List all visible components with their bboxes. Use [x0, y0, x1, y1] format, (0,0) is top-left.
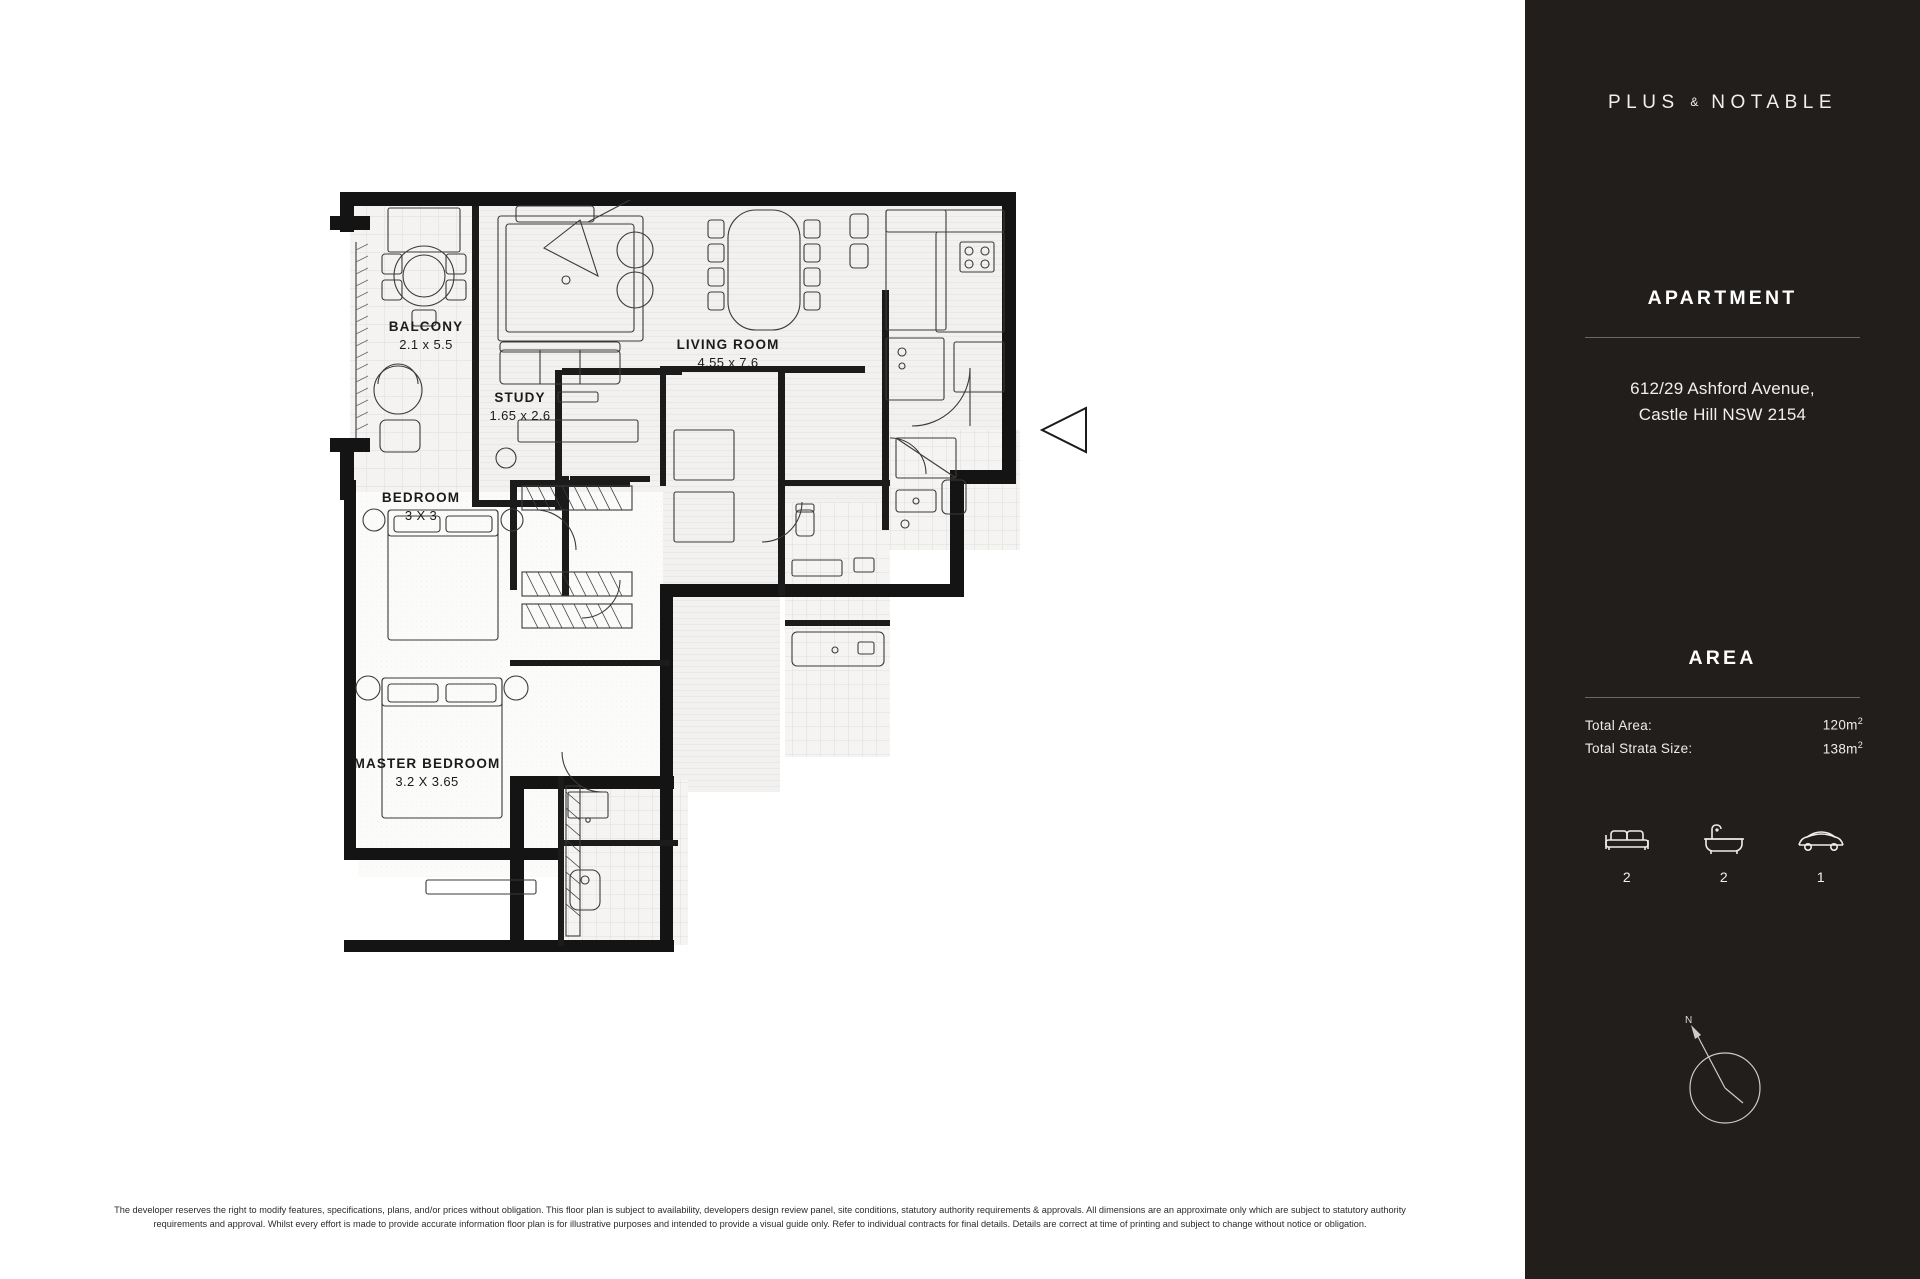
bathtub-icon	[1682, 815, 1766, 855]
total-strata-label: Total Strata Size:	[1585, 741, 1693, 756]
bed-icon	[1585, 815, 1669, 855]
feature-icons	[1585, 815, 1863, 885]
compass-rose	[1677, 1015, 1769, 1130]
car-icon	[1779, 815, 1863, 855]
brand-ampersand: &	[1690, 95, 1701, 109]
room-label-study: STUDY 1.65 x 2.6	[489, 390, 551, 424]
area-details	[1585, 716, 1863, 763]
feature-bathrooms	[1682, 815, 1766, 885]
total-strata-value: $138m^2$	[1822, 739, 1863, 756]
divider-area	[1585, 697, 1860, 698]
apartment-heading: APARTMENT	[1647, 287, 1798, 309]
feature-parking	[1779, 815, 1863, 885]
brand-name-part2: NOTABLE	[1711, 92, 1837, 113]
address-line-1: 612/29 Ashford Avenue,	[1630, 379, 1815, 398]
disclaimer-text: The developer reserves the right to modify features, specifications, plans, and/or prices without obligation. This floor plan is subject to availability, developers design review panel, site conditions, statutory authority requirements & approvals. All dimensions are an approximate only which are subject to statutory authority requirements and approval. Whilst every effort is made to provide accurate information floor plan is for illustrative purposes and intended to provide a visual guide only. Refer to individual contracts for final details. Details are correct at time of printing and subject to change without notice or obligation.	[114, 1205, 1406, 1230]
room-label-balcony: BALCONY 2.1 x 5.5	[388, 319, 464, 353]
divider-apartment	[1585, 337, 1860, 338]
total-strata-row	[1585, 740, 1863, 757]
room-label-living: LIVING ROOM 4.55 x 7.6	[676, 337, 780, 371]
total-area-label: Total Area:	[1585, 717, 1653, 733]
room-label-bedroom: BEDROOM 3 X 3	[381, 490, 461, 524]
brand-logo	[1525, 92, 1920, 114]
bathrooms-count: 2	[1719, 869, 1729, 885]
info-sidebar	[1525, 0, 1920, 1279]
feature-bedrooms	[1585, 815, 1669, 885]
bedrooms-count: 2	[1622, 869, 1632, 885]
area-heading: AREA	[1688, 647, 1757, 669]
room-label-master-bedroom: MASTER BEDROOM 3.2 X 3.65	[353, 756, 501, 790]
total-area-value: $120m^2$	[1822, 716, 1863, 733]
total-area-row	[1585, 716, 1863, 733]
compass-north-label: N	[1685, 1015, 1694, 1026]
brand-name-part1: PLUS	[1608, 92, 1680, 113]
floorplan-svg	[330, 180, 1210, 1040]
address-line-2: Castle Hill NSW 2154	[1638, 404, 1807, 424]
property-address	[1525, 376, 1920, 427]
parking-count: 1	[1816, 869, 1826, 885]
